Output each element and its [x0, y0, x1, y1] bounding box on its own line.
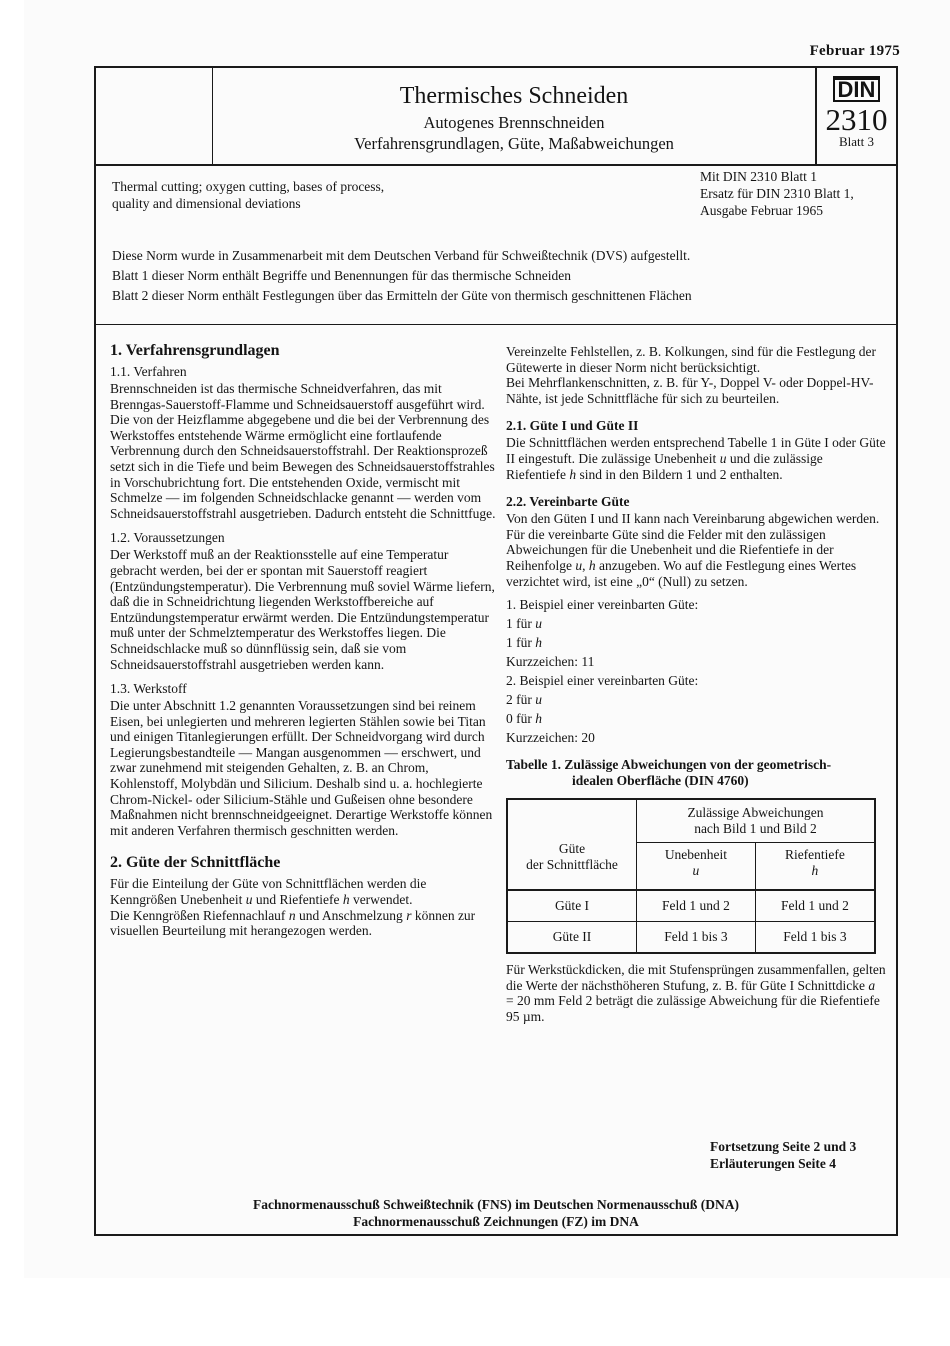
- text: können zur visuellen Beurteilung mit herangezogen werden.: [110, 907, 476, 939]
- example-2-line-1: [506, 690, 886, 709]
- symbol-n: n: [288, 907, 296, 923]
- example-1-line-1: [506, 614, 886, 633]
- text: und Riefentiefe: [252, 892, 343, 908]
- text: 1 für: [506, 635, 536, 651]
- continuation-note: [710, 1138, 856, 1172]
- continuation-line-1: Fortsetzung Seite 2 und 3: [710, 1139, 857, 1154]
- reference-line-1: Mit DIN 2310 Blatt 1: [700, 169, 817, 184]
- header-text: Güte: [558, 841, 586, 857]
- table-cell: Feld 1 und 2: [755, 890, 875, 922]
- right-column: [506, 344, 886, 1025]
- example-1-line-2: [506, 633, 886, 652]
- table-1: [506, 798, 876, 954]
- section-2-heading: 2. Güte der Schnittfläche: [110, 854, 281, 872]
- section-2-1-text: [506, 435, 886, 482]
- text: 0 für: [506, 711, 536, 727]
- table-cell: Güte II: [507, 922, 637, 954]
- table-row: [507, 890, 875, 922]
- intro-paragraph-2: Bei Mehrflankenschnitten, z. B. für Y-, Doppel V- oder Doppel-HV-Nähte, ist jede Schnittfläche für sich zu beurteilen.: [506, 375, 874, 406]
- section-1-3-heading: 1.3. Werkstoff: [110, 681, 187, 697]
- section-1-2-text: Der Werkstoff muß an der Reaktionsstelle auf eine Temperatur gebracht werden, bei der er spontan mit Sauerstoff reagiert (Entzündungstemperatur). Die Verbrennung muß soviel Wärme liefern, daß die in Schneidrichtung liegenden Werkstoffbereiche auf Entzündungstemperatur erwärmt werden. Die Entzündungstemperatur muß unter der Schmelztemperatur des Werkstoffes liegen. Die Schneidschlacke muß so dünnflüssig sein, daß sie vom Schneidsauerstoffstrahl ausgetrieben werden kann.: [110, 547, 495, 672]
- section-1-heading: 1. Verfahrensgrundlagen: [110, 342, 280, 359]
- note-line-2: Blatt 1 dieser Norm enthält Begriffe und Benennungen für das thermische Schneiden: [112, 268, 571, 283]
- header-text: Unebenheit: [664, 847, 728, 863]
- left-column: [110, 340, 496, 939]
- header-text: der Schnittfläche: [526, 857, 618, 873]
- english-title-line-1: Thermal cutting; oxygen cutting, bases of process,: [112, 179, 385, 194]
- text: und Anschmelzung: [295, 907, 407, 923]
- document-subtitle-1: Autogenes Brennschneiden: [423, 113, 605, 132]
- section-2-2-heading: 2.2. Vereinbarte Güte: [506, 494, 630, 510]
- table-1-footnote: [506, 962, 886, 1024]
- example-2-line-2: [506, 709, 886, 728]
- symbol-u: u: [719, 450, 727, 466]
- table-header-riefentiefe: [755, 843, 875, 891]
- symbol-h: h: [535, 711, 542, 727]
- english-title-line-2: quality and dimensional deviations: [112, 196, 301, 211]
- symbol-u: u: [535, 692, 542, 708]
- table-1-caption: [506, 757, 886, 789]
- symbol-u: u: [245, 892, 253, 908]
- divider: [96, 324, 896, 325]
- din-logo: DIN: [833, 76, 881, 102]
- table-row: [507, 922, 875, 954]
- table-header-deviations: [637, 799, 876, 843]
- symbol-h: h: [569, 466, 577, 482]
- committee-line-1: Fachnormenausschuß Schweißtechnik (FNS) im Deutschen Normenausschuß (DNA): [252, 1197, 740, 1212]
- section-1-1-heading: 1.1. Verfahren: [110, 364, 187, 379]
- example-1-code: Kurzzeichen: 11: [506, 654, 595, 670]
- din-number-block: [817, 68, 896, 164]
- table-cell: Güte I: [507, 890, 637, 922]
- table-header-unebenheit: [637, 843, 756, 891]
- header-text: Riefentiefe: [784, 847, 845, 863]
- header-symbol: [760, 863, 870, 879]
- note-line-3: Blatt 2 dieser Norm enthält Festlegungen über das Ermitteln der Güte von thermisch geschnittenen Flächen: [112, 288, 692, 303]
- note-line-1: Diese Norm wurde in Zusammenarbeit mit dem Deutschen Verband für Schweißtechnik (DVS) aufgestellt.: [112, 248, 691, 263]
- symbol-u: u: [692, 863, 700, 879]
- section-2-paragraph-2: [110, 908, 496, 939]
- section-1-2-heading: 1.2. Voraussetzungen: [110, 530, 225, 546]
- english-title: [112, 178, 472, 212]
- text: Die Schnittflächen werden entsprechend Tabelle 1 in Güte I oder Güte II eingestuft. Die zulässige Unebenheit: [506, 435, 886, 466]
- text: 2 für: [506, 692, 536, 708]
- symbol-h: h: [811, 863, 819, 879]
- table-cell: Feld 1 bis 3: [637, 922, 756, 954]
- continuation-line-2: Erläuterungen Seite 4: [710, 1156, 836, 1171]
- symbol-h: h: [535, 635, 542, 651]
- title-block-left-cell: [96, 68, 213, 164]
- section-1-1-text: Brennschneiden ist das thermische Schneidverfahren, das mit Brenngas-Sauerstoff-Flamme und Schneidsauerstoff ausgeführt wird. Die von der Heizflamme abgegebene und die bei der Verbrennung des Werkstoffes entstehende Wärme ermöglicht eine fortlaufende Verbrennung durch den Schneidsauerstoffstrahl. Der Reaktionsprozeß setzt sich in die Tiefe und beim Bewegen des Schneidsauerstoffstrahles in Vorschubrichtung fort. Die entstehenden Oxide, vermischt mit Schmelze — im folgenden Schneidschlacke genannt — werden vom Schneidsauerstoffstrahl ausgetrieben. Dadurch entsteht die Schnittfuge.: [110, 381, 496, 521]
- symbol-r: r: [406, 907, 412, 923]
- document-frame: [94, 66, 898, 1236]
- reference-line-2: Ersatz für DIN 2310 Blatt 1,: [700, 186, 854, 201]
- table-1-caption-line-2: idealen Oberfläche (DIN 4760): [572, 773, 749, 789]
- text: und die zulässige Riefentiefe: [506, 450, 823, 482]
- symbol-u: u: [575, 557, 583, 573]
- example-2-title: 2. Beispiel einer vereinbarten Güte:: [506, 673, 699, 689]
- symbol-a: a: [868, 977, 876, 993]
- header-text: nach Bild 1 und Bild 2: [694, 821, 817, 837]
- document-subtitle-2: Verfahrensgrundlagen, Güte, Maßabweichungen: [354, 134, 674, 153]
- section-1-3-text: Die unter Abschnitt 1.2 genannten Voraussetzungen sind bei reinem Eisen, bei unlegierten und mehreren legierten Stählen sowie bei Titan und einigen Titanlegierungen erfüllt. Der Schneidvorgang wird durch Legierungsbestandteile — Mangan ausgenommen — erschwert, und zwar zunehmend mit steigenden Gehalten, z. B. an Chrom, Kohlenstoff, Molybdän und Silicium. Deshalb sind u. a. hochlegierte Chrom-Nickel- oder Silicium-Stähle und Gußeisen ohne besondere Maßnahmen nicht brennschneidgeeignet. Derartige Werkstoffe können mit anderen Verfahren thermisch geschnitten werden.: [110, 698, 493, 838]
- symbol-h: h: [588, 557, 596, 573]
- header-text: Zulässige Abweichungen: [687, 805, 824, 821]
- publication-date: Februar 1975: [809, 43, 900, 59]
- committee-footer: [96, 1196, 896, 1230]
- symbol-u: u: [535, 616, 542, 632]
- title-block-center: [213, 68, 817, 164]
- intro-paragraph-1: Vereinzelte Fehlstellen, z. B. Kolkungen, sind für die Festlegung der Gütewerte in dieser Norm nicht berücksichtigt.: [506, 344, 877, 375]
- text: = 20 mm Feld 2 beträgt die zulässige Abweichung für die Riefentiefe 95 µm.: [506, 993, 880, 1024]
- example-2-code: Kurzzeichen: 20: [506, 730, 595, 746]
- din-number: 2310: [825, 102, 888, 137]
- table-cell: Feld 1 und 2: [637, 890, 756, 922]
- text: ,: [582, 557, 589, 573]
- table-1-caption-line-1: Tabelle 1. Zulässige Abweichungen von der geometrisch-: [506, 757, 832, 773]
- table-header-guete: [507, 799, 637, 890]
- text: Von den Güten I und II kann nach Vereinbarung abgewichen werden. Für die vereinbarte Güte sind die Felder mit den zulässigen Abweichungen für die Unebenheit und die Riefentiefe in der Reihenfolge: [506, 511, 880, 573]
- committee-line-2: Fachnormenausschuß Zeichnungen (FZ) im DNA: [353, 1214, 639, 1229]
- din-sheet: Blatt 3: [838, 134, 875, 149]
- text: 1 für: [506, 616, 536, 632]
- header-symbol: [641, 863, 751, 879]
- reference-line-3: Ausgabe Februar 1965: [700, 203, 823, 218]
- text: anzugeben. Wo auf die Festlegung eines Wertes verzichtet wird, ist eine „0“ (Null) zu setzen.: [506, 557, 857, 589]
- text: sind in den Bildern 1 und 2 enthalten.: [576, 466, 783, 482]
- section-2-paragraph-1: [110, 876, 496, 907]
- example-1-title: 1. Beispiel einer vereinbarten Güte:: [506, 597, 699, 613]
- title-block: [96, 68, 896, 166]
- preface-notes: [112, 246, 692, 306]
- replacement-references: [700, 168, 854, 219]
- text: Für Werkstückdicken, die mit Stufensprüngen zusammenfallen, gelten die Werte der nächsthöheren Stufung, z. B. für Güte I Schnittdicke: [506, 962, 886, 993]
- section-2-2-text: [506, 511, 886, 589]
- table-cell: Feld 1 bis 3: [755, 922, 875, 954]
- section-2-1-heading: 2.1. Güte I und Güte II: [506, 418, 639, 434]
- symbol-h: h: [342, 892, 350, 908]
- text: Die Kenngrößen Riefennachlauf: [110, 907, 289, 923]
- document-title: Thermisches Schneiden: [399, 83, 629, 109]
- text: verwendet.: [349, 892, 413, 908]
- text: Für die Einteilung der Güte von Schnittflächen werden die Kenngrößen Unebenheit: [110, 876, 427, 908]
